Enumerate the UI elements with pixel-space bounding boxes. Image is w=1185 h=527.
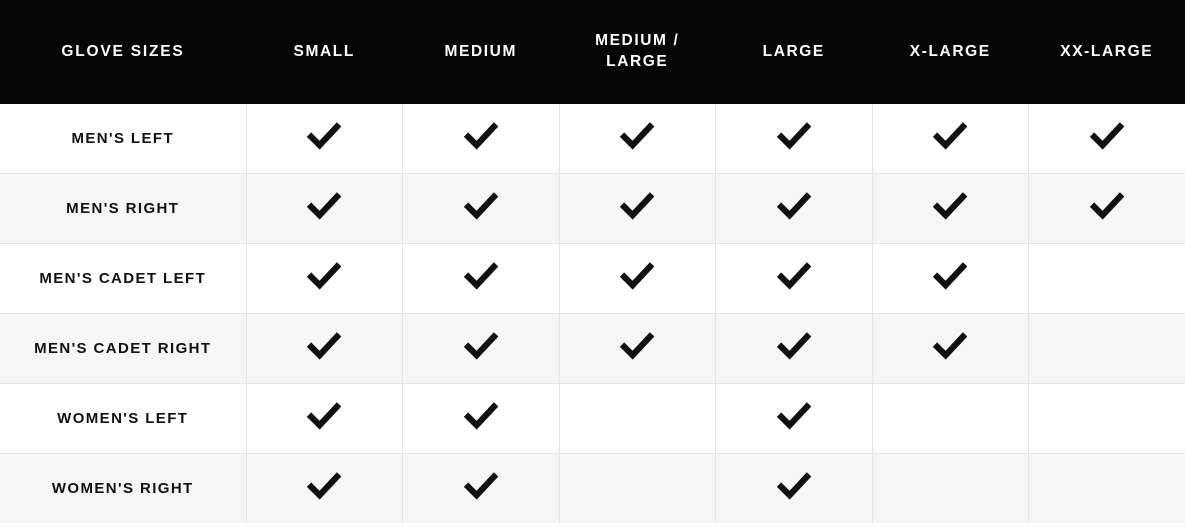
availability-cell-checked — [559, 314, 716, 384]
availability-cell-empty — [1029, 314, 1185, 384]
checkmark-icon — [307, 399, 341, 433]
availability-cell-checked — [246, 384, 403, 454]
availability-cell-checked — [716, 454, 873, 524]
checkmark-icon — [307, 189, 341, 223]
availability-cell-checked — [403, 314, 560, 384]
column-header-xx-large: XX-LARGE — [1029, 0, 1185, 104]
column-header-medium-large: MEDIUM / LARGE — [559, 0, 716, 104]
column-header-small: SMALL — [246, 0, 403, 104]
checkmark-icon — [464, 119, 498, 153]
checkmark-icon — [1090, 119, 1124, 153]
checkmark-icon — [307, 119, 341, 153]
checkmark-icon — [620, 189, 654, 223]
availability-cell-checked — [872, 314, 1029, 384]
table-body — [0, 104, 1185, 523]
availability-cell-checked — [1029, 104, 1185, 174]
table-header — [0, 0, 1185, 104]
table-row — [0, 454, 1185, 524]
checkmark-icon — [777, 469, 811, 503]
checkmark-icon — [464, 399, 498, 433]
availability-cell-checked — [872, 244, 1029, 314]
checkmark-icon — [777, 189, 811, 223]
availability-cell-checked — [716, 244, 873, 314]
availability-cell-checked — [246, 104, 403, 174]
empty-marker — [1029, 244, 1185, 313]
row-label: WOMEN'S RIGHT — [0, 454, 246, 524]
checkmark-icon — [777, 399, 811, 433]
checkmark-icon — [777, 119, 811, 153]
checkmark-icon — [464, 189, 498, 223]
availability-cell-empty — [559, 454, 716, 524]
availability-cell-checked — [716, 174, 873, 244]
checkmark-icon — [307, 329, 341, 363]
checkmark-icon — [933, 189, 967, 223]
checkmark-icon — [620, 119, 654, 153]
availability-cell-checked — [1029, 174, 1185, 244]
availability-cell-checked — [716, 384, 873, 454]
checkmark-icon — [933, 329, 967, 363]
table-row — [0, 104, 1185, 174]
availability-cell-empty — [1029, 454, 1185, 524]
checkmark-icon — [777, 329, 811, 363]
availability-cell-empty — [872, 384, 1029, 454]
availability-cell-checked — [559, 174, 716, 244]
availability-cell-empty — [1029, 384, 1185, 454]
availability-cell-checked — [246, 244, 403, 314]
checkmark-icon — [933, 119, 967, 153]
availability-cell-checked — [716, 314, 873, 384]
availability-cell-checked — [403, 454, 560, 524]
checkmark-icon — [620, 329, 654, 363]
availability-cell-checked — [246, 174, 403, 244]
availability-cell-checked — [403, 244, 560, 314]
column-header-glove-sizes: GLOVE SIZES — [0, 0, 246, 104]
column-header-x-large: X-LARGE — [872, 0, 1029, 104]
empty-marker — [560, 384, 716, 453]
row-label: WOMEN'S LEFT — [0, 384, 246, 454]
empty-marker — [1029, 314, 1185, 383]
table-row — [0, 384, 1185, 454]
table-row — [0, 314, 1185, 384]
empty-marker — [873, 384, 1029, 453]
availability-cell-empty — [559, 384, 716, 454]
checkmark-icon — [933, 259, 967, 293]
checkmark-icon — [464, 329, 498, 363]
availability-cell-empty — [872, 454, 1029, 524]
availability-cell-checked — [246, 454, 403, 524]
checkmark-icon — [307, 469, 341, 503]
row-label: MEN'S CADET LEFT — [0, 244, 246, 314]
empty-marker — [560, 454, 716, 523]
availability-cell-checked — [246, 314, 403, 384]
availability-cell-empty — [1029, 244, 1185, 314]
table-row — [0, 244, 1185, 314]
row-label: MEN'S RIGHT — [0, 174, 246, 244]
table-row — [0, 174, 1185, 244]
availability-cell-checked — [716, 104, 873, 174]
row-label: MEN'S CADET RIGHT — [0, 314, 246, 384]
table-header-row — [0, 0, 1185, 104]
checkmark-icon — [777, 259, 811, 293]
checkmark-icon — [464, 259, 498, 293]
availability-cell-checked — [872, 104, 1029, 174]
availability-cell-checked — [403, 384, 560, 454]
checkmark-icon — [620, 259, 654, 293]
checkmark-icon — [307, 259, 341, 293]
availability-cell-checked — [559, 244, 716, 314]
empty-marker — [1029, 384, 1185, 453]
availability-cell-checked — [403, 104, 560, 174]
empty-marker — [1029, 454, 1185, 523]
checkmark-icon — [464, 469, 498, 503]
checkmark-icon — [1090, 189, 1124, 223]
column-header-large: LARGE — [716, 0, 873, 104]
empty-marker — [873, 454, 1029, 523]
column-header-medium: MEDIUM — [403, 0, 560, 104]
availability-cell-checked — [403, 174, 560, 244]
availability-cell-checked — [559, 104, 716, 174]
availability-cell-checked — [872, 174, 1029, 244]
row-label: MEN'S LEFT — [0, 104, 246, 174]
